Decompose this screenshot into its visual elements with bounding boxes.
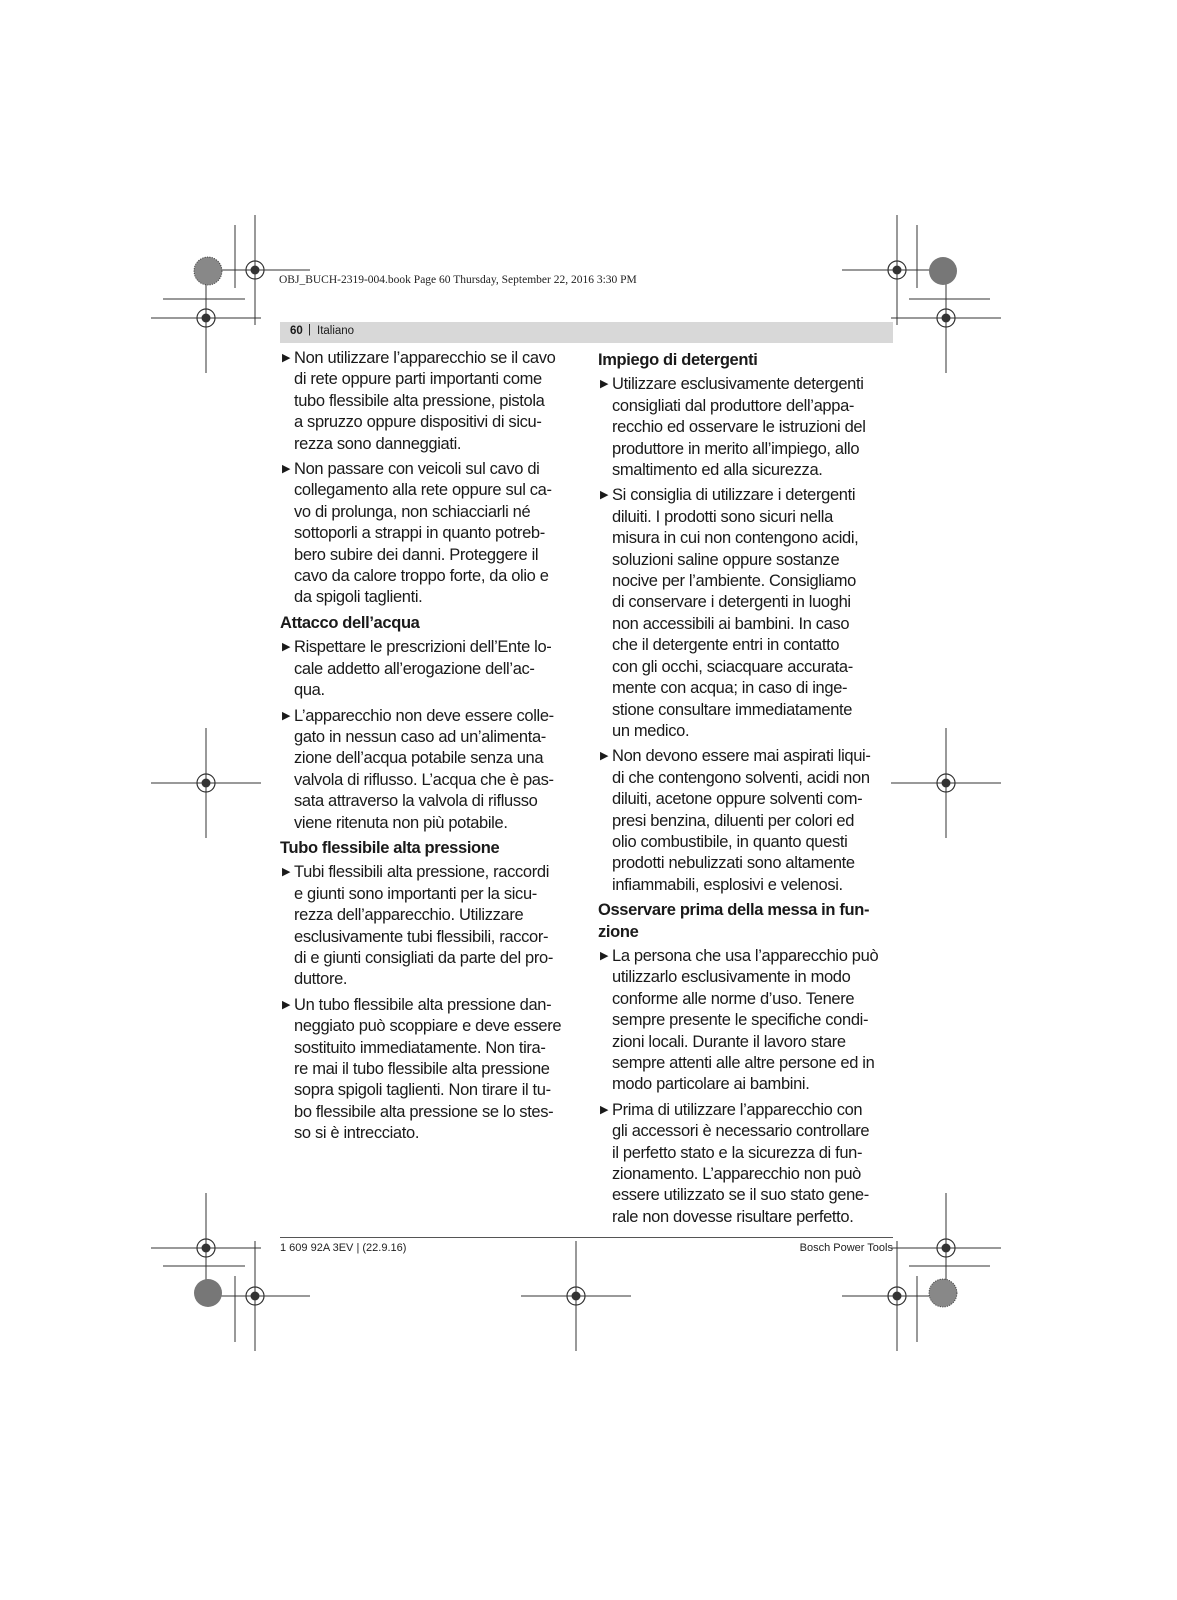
safety-item xyxy=(598,1100,898,1228)
left-column xyxy=(280,348,576,1149)
item-text: Tubi flessibili alta pressione, raccordi e giunti sono importanti per la sicu- rezza dell’apparecchio. Utilizzare esclusivamente tubi flessibili, raccor- di e giunti consigliati da parte del pro- duttore. xyxy=(294,863,553,989)
item-text: Non passare con veicoli sul cavo di collegamento alla rete oppure sul ca- vo di prolunga, non schiacciarli né sottoporli a strappi in quanto potreb- bero subire dei danni. Proteggere il cavo da calore troppo forte, da olio e da spigoli taglienti. xyxy=(294,460,552,607)
registration-mark xyxy=(521,1241,631,1351)
bullet-triangle-icon: ▶ xyxy=(600,949,609,962)
safety-item xyxy=(280,862,576,990)
item-text: Utilizzare esclusivamente detergenti consigliati dal produttore dell’appa- recchio ed osservare le istruzioni del produttore in merito all’impiego, allo smaltimento ed alla sicurezza. xyxy=(612,375,866,480)
registration-mark xyxy=(891,728,1001,838)
item-text: Prima di utilizzare l’apparecchio con gli accessori è necessario controllare il perfetto stato e la sicurezza di fun- zionamento. L’apparecchio non può essere utilizzato se il suo stato gene- rale non dovesse risultare perfetto. xyxy=(612,1100,870,1226)
item-text: Rispettare le prescrizioni dell’Ente lo- cale addetto all’erogazione dell’ac- qua. xyxy=(294,638,552,700)
bullet-triangle-icon: ▶ xyxy=(600,750,609,763)
page-number: 60 xyxy=(290,325,303,337)
item-text: Non devono essere mai aspirati liqui- di che contengono solventi, acidi non diluiti, acetone oppure solventi com- presi benzina, diluenti per colori ed olio combustibile, in quanto questi prodotti nebulizzati sono altamente infiammabili, esplosivi e velenosi. xyxy=(612,747,871,894)
bullet-triangle-icon: ▶ xyxy=(282,866,291,879)
safety-item xyxy=(280,348,576,455)
right-column xyxy=(598,348,898,1232)
section-heading-before-startup: Osservare prima della messa in fun- zione xyxy=(598,901,870,941)
bullet-triangle-icon: ▶ xyxy=(282,709,291,722)
page-header xyxy=(280,322,893,343)
bullet-triangle-icon: ▶ xyxy=(600,1103,609,1116)
bullet-triangle-icon: ▶ xyxy=(600,489,609,502)
item-text: L’apparecchio non deve essere colle- gato in nessun caso ad un’alimenta- zione dell’acqua potabile senza una valvola di riflusso. L’acqua che è pas- sata attraverso la valvola di riflusso viene ritenuta non più potabile. xyxy=(294,706,554,832)
section-heading-water-connection: Attacco dell’acqua xyxy=(280,613,420,632)
bullet-triangle-icon: ▶ xyxy=(282,463,291,476)
bullet-triangle-icon: ▶ xyxy=(600,378,609,391)
book-file-line: OBJ_BUCH-2319-004.book Page 60 Thursday, September 22, 2016 3:30 PM xyxy=(279,274,637,286)
safety-item xyxy=(598,374,898,481)
bullet-triangle-icon: ▶ xyxy=(282,641,291,654)
bullet-triangle-icon: ▶ xyxy=(282,998,291,1011)
header-separator: | xyxy=(308,324,311,336)
section-heading-detergents: Impiego di detergenti xyxy=(598,351,758,369)
safety-item xyxy=(280,637,576,701)
item-text: Si consiglia di utilizzare i detergenti diluiti. I prodotti sono sicuri nella misura in cui non contengono acidi, soluzioni saline oppure sostanze nocive per l’ambiente. Consigliamo di conservare i detergenti in luoghi non accessibili ai bambini. In caso che il detergente entri in contatto con gli occhi, sciacquare accurata- mente con acqua; in caso di inge- stione consultare immediatamente un medico. xyxy=(612,486,859,740)
section-heading-high-pressure-hose: Tubo flessibile alta pressione xyxy=(280,838,500,857)
registration-mark xyxy=(151,728,261,838)
safety-item xyxy=(280,706,576,834)
safety-item xyxy=(598,746,898,896)
item-text: La persona che usa l’apparecchio può utilizzarlo esclusivamente in modo conforme alle norme d’uso. Tenere sempre presente le specifiche condi- zioni locali. Durante il lavoro stare sempre attenti alle altre persone ed in modo particolare ai bambini. xyxy=(612,946,879,1094)
item-text: Un tubo flessibile alta pressione dan- neggiato può scoppiare e deve essere sostituito immediatamente. Non tira- re mai il tubo flessibile alta pressione sopra spigoli taglienti. Non tirare il tu- bo flessibile alta pressione se lo stes- so si è intrecciato. xyxy=(294,995,562,1143)
safety-item xyxy=(280,459,576,609)
safety-item xyxy=(598,946,898,1096)
footer-rule xyxy=(280,1237,893,1238)
safety-item xyxy=(280,995,576,1145)
header-language: Italiano xyxy=(317,325,355,337)
safety-item xyxy=(598,485,898,742)
bullet-triangle-icon: ▶ xyxy=(282,352,291,364)
footer-document-code: 1 609 92A 3EV | (22.9.16) xyxy=(280,1242,407,1254)
footer-brand: Bosch Power Tools xyxy=(799,1242,893,1254)
item-text: Non utilizzare l’apparecchio se il cavo di rete oppure parti importanti come tubo flessibile alta pressione, pistola a spruzzo oppure dispositivi di sicu- rezza sono danneggiati. xyxy=(294,349,556,453)
